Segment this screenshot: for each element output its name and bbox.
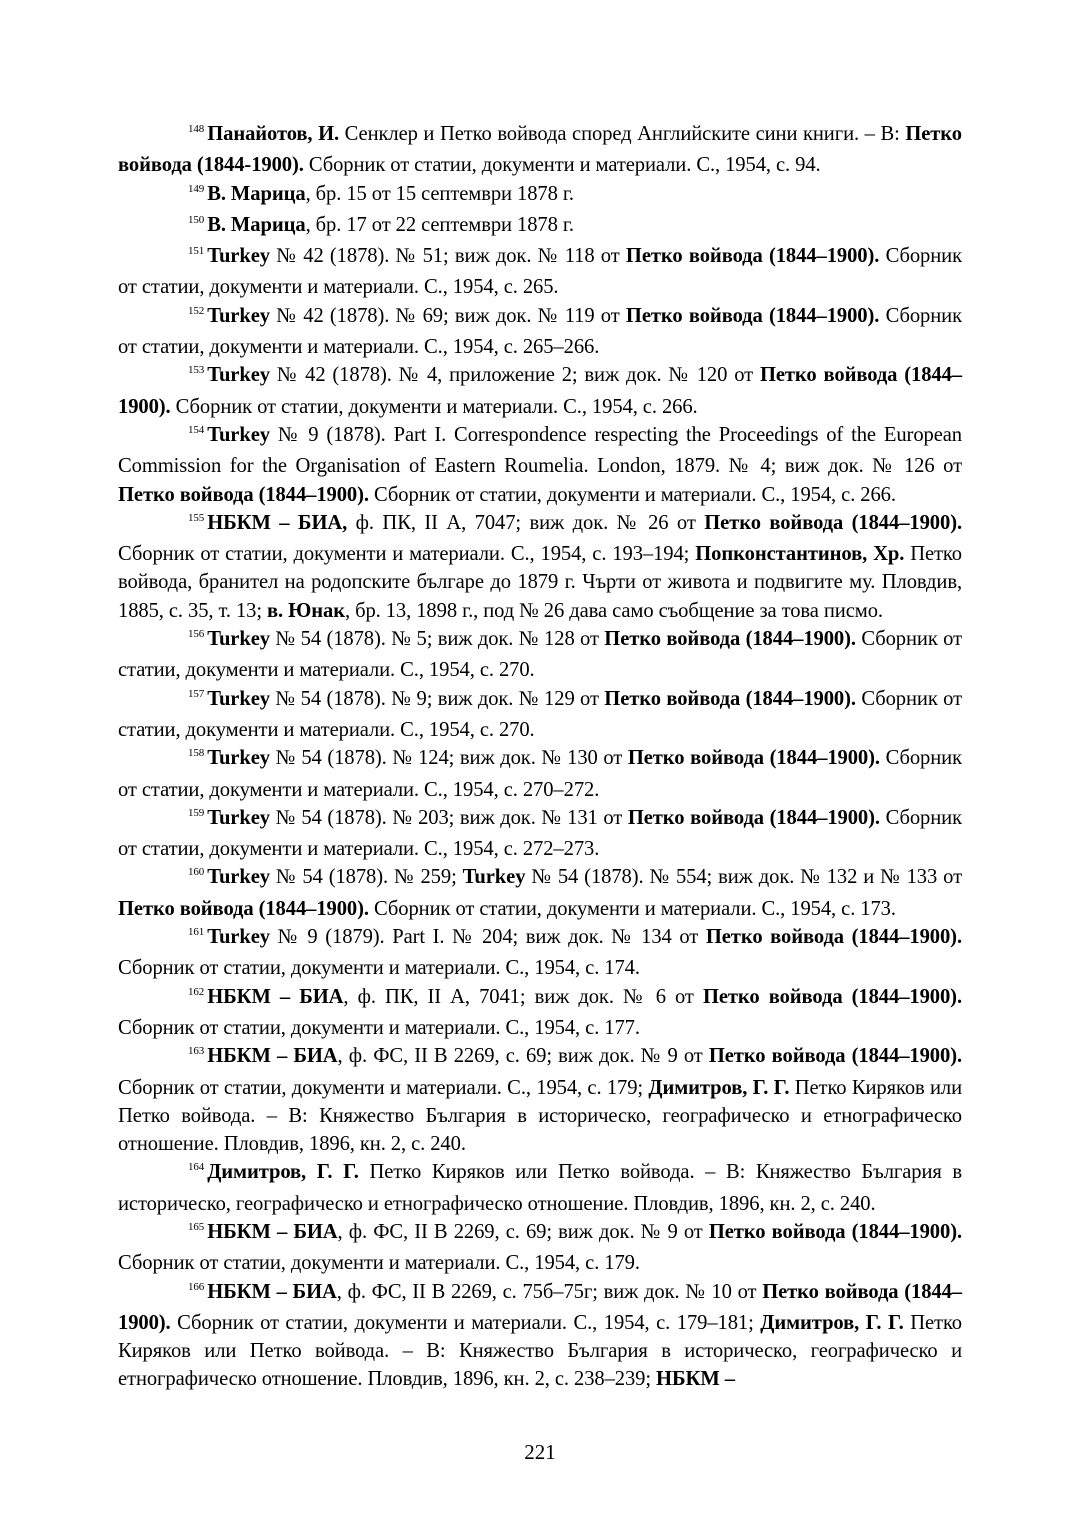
footnote-text: Петко Киряков или Петко войвода. – В: Княжество България в историческо, географическо и етнографическо отношение. Пловдив, 1896, кн. 2, с. 240. xyxy=(118,1076,962,1156)
footnote xyxy=(118,421,962,509)
footnote-bold-text: Петко войвода (1844–1900). xyxy=(118,364,962,418)
footnote xyxy=(118,625,962,685)
footnote xyxy=(118,120,962,180)
footnote-bold-text: Turkey xyxy=(207,747,270,770)
footnote-text: № 9 (1878). Part I. Correspondence respecting the Proceedings of the European Commission for the Organisation of Eastern Roumelia. London, 1879. № 4; виж док. № 126 от xyxy=(118,423,962,478)
footnote-text: № 42 (1878). № 51; виж док. № 118 от xyxy=(269,245,626,268)
footnote-bold-text: Turkey xyxy=(207,687,270,710)
footnote-list xyxy=(118,120,962,1394)
footnote-bold-text: Turkey xyxy=(207,304,270,327)
footnote-text: Сборник от статии, документи и материали. С., 1954, с. 179–181; xyxy=(170,1311,761,1334)
footnote-text: № 9 (1879). Part I. № 204; виж док. № 134 от xyxy=(269,926,706,949)
footnote-number: 150 xyxy=(188,213,205,226)
footnote xyxy=(118,1158,962,1218)
footnote-bold-text: Петко войвода (1844–1900). xyxy=(704,511,962,534)
footnote-text: № 42 (1878). № 4, приложение 2; виж док. № 120 от xyxy=(269,364,760,387)
footnote-number: 165 xyxy=(188,1220,205,1233)
footnote-number: 164 xyxy=(188,1161,205,1174)
footnote-bold-text: Turkey xyxy=(207,245,270,268)
footnote-bold-text: Turkey xyxy=(207,628,270,651)
footnote-text: Сборник от статии, документи и материали. С., 1954, с. 177. xyxy=(118,1016,640,1039)
footnote-number: 161 xyxy=(188,926,205,939)
footnote-bold-text: Петко войвода (1844–1900). xyxy=(702,985,962,1008)
footnote xyxy=(118,509,962,625)
footnote-text: № 54 (1878). № 203; виж док. № 131 от xyxy=(269,806,628,829)
footnote-bold-text: Петко войвода (1844–1900). xyxy=(604,628,856,651)
footnote-bold-text: НБКМ – БИА xyxy=(207,1280,337,1303)
footnote-text: , бр. 15 от 15 септември 1878 г. xyxy=(305,182,574,205)
footnote xyxy=(118,983,962,1043)
footnote-text: Сборник от статии, документи и материали. С., 1954, с. 174. xyxy=(118,957,640,980)
footnote-text: Петко войвода, бранител на родопските българе до 1879 г. Чърти от живота и подвигите му. Пловдив, 1885, с. 35, т. 13; xyxy=(118,543,962,622)
footnote-bold-text: Петко войвода (1844–1900). xyxy=(118,1280,962,1334)
footnote-number: 148 xyxy=(188,123,205,135)
footnote-number: 163 xyxy=(188,1045,205,1058)
footnote-text: , ф. ФС, II В 2269, с. 69; виж док. № 9 от xyxy=(337,1045,709,1068)
footnote-text: Сборник от статии, документи и материали. С., 1954, с. 265–266. xyxy=(118,304,962,359)
footnote-text: ф. ПК, II А, 7047; виж док. № 26 от xyxy=(347,511,705,534)
footnote-bold-text: Петко войвода (1844–1900). xyxy=(627,747,880,770)
footnote-text: № 54 (1878). № 554; виж док. № 132 и № 133 от xyxy=(525,866,962,889)
footnote-text: Сборник от статии, документи и материали. С., 1954, с. 270–272. xyxy=(118,747,962,801)
footnote-text: № 54 (1878). № 259; xyxy=(269,866,463,889)
footnote-number: 159 xyxy=(188,806,205,819)
footnote-text: Сборник от статии, документи и материали. С., 1954, с. 265. xyxy=(118,245,962,299)
footnote-bold-text: Петко войвода (1844–1900). xyxy=(625,304,880,327)
footnote-bold-text: Петко войвода (1844–1900). xyxy=(708,1045,962,1068)
footnote-bold-text: Turkey xyxy=(207,866,270,889)
footnote-text: Сборник от статии, документи и материали. С., 1954, с. 270. xyxy=(118,687,962,741)
footnote-text: Петко Киряков или Петко войвода. – В: Княжество България в историческо, географическо и етнографическо отношение. Пловдив, 1896, кн. 2, с. 238–239; xyxy=(118,1311,962,1391)
footnote-bold-text: Петко войвода (1844–1900). xyxy=(705,926,962,949)
footnote xyxy=(118,1042,962,1158)
footnote-bold-text: Димитров, Г. Г. xyxy=(207,1161,359,1184)
footnote-text: Сборник от статии, документи и материали. С., 1954, с. 179; xyxy=(118,1076,649,1099)
footnote-bold-text: Петко войвода (1844–1900). xyxy=(708,1220,962,1243)
footnote-text: Сборник от статии, документи и материали. С., 1954, с. 266. xyxy=(170,395,698,418)
footnote-text: № 42 (1878). № 69; виж док. № 119 от xyxy=(269,304,626,327)
footnote-bold-text: Димитров, Г. Г. xyxy=(760,1311,904,1334)
footnote xyxy=(118,923,962,983)
footnote-number: 156 xyxy=(188,628,205,641)
footnote xyxy=(118,361,962,421)
footnote xyxy=(118,1278,962,1394)
footnote-number: 158 xyxy=(188,747,205,760)
footnote-text: Сенклер и Петко войвода според Английските сини книги. – В: xyxy=(339,123,906,145)
footnote-text: , ф. ПК, II А, 7041; виж док. № 6 от xyxy=(343,985,703,1008)
footnote-bold-text: НБКМ – БИА xyxy=(207,1045,338,1068)
footnote-bold-text: Димитров, Г. Г. xyxy=(648,1076,790,1099)
footnote-text: № 54 (1878). № 124; виж док. № 130 от xyxy=(269,747,628,770)
footnote-number: 152 xyxy=(188,304,205,317)
footnote-number: 157 xyxy=(188,687,205,700)
footnotes-block xyxy=(118,120,962,1394)
footnote xyxy=(118,242,962,302)
footnote-bold-text: Turkey xyxy=(462,866,526,889)
footnote xyxy=(118,211,962,242)
footnote-bold-text: в. Юнак xyxy=(267,599,345,622)
footnote xyxy=(118,804,962,864)
footnote xyxy=(118,1218,962,1278)
footnote-bold-text: В. Марица xyxy=(207,213,306,236)
footnote-text: Петко Киряков или Петко войвода. – В: Княжество България в историческо, географическо и етнографическо отношение. Пловдив, 1896, кн. 2, с. 240. xyxy=(118,1161,963,1215)
footnote xyxy=(118,744,962,804)
footnote-text: , бр. 13, 1898 г., под № 26 дава само съобщение за това писмо. xyxy=(344,599,883,622)
footnote-text: , бр. 17 от 22 септември 1878 г. xyxy=(305,213,574,236)
footnote-bold-text: Turkey xyxy=(207,926,270,949)
footnote-bold-text: НБКМ – БИА xyxy=(207,985,344,1008)
footnote-bold-text: Попконстантинов, Хр. xyxy=(695,543,905,566)
footnote-text: Сборник от статии, документи и материали. С., 1954, с. 193–194; xyxy=(118,543,696,566)
footnote xyxy=(118,302,962,362)
footnote-text: Сборник от статии, документи и материали. С., 1954, с. 94. xyxy=(303,154,821,177)
footnote-number: 162 xyxy=(188,985,205,998)
footnote-bold-text: Turkey xyxy=(207,364,270,387)
footnote-number: 149 xyxy=(188,182,205,195)
footnote xyxy=(118,863,962,923)
footnote xyxy=(118,685,962,745)
footnote-bold-text: НБКМ – xyxy=(656,1368,735,1391)
footnote-text: Сборник от статии, документи и материали. С., 1954, с. 266. xyxy=(368,483,896,506)
footnote-bold-text: Петко войвода (1844-1900). xyxy=(118,123,962,177)
footnote-bold-text: Петко войвода (1844–1900). xyxy=(118,897,369,920)
footnote-bold-text: Петко войвода (1844–1900). xyxy=(118,483,369,506)
footnote-number: 151 xyxy=(188,245,205,258)
footnote-text: Сборник от статии, документи и материали. С., 1954, с. 272–273. xyxy=(118,806,962,861)
footnote-text: Сборник от статии, документи и материали. С., 1954, с. 173. xyxy=(368,897,896,920)
footnote-bold-text: Turkey xyxy=(207,806,270,829)
page-number: 221 xyxy=(524,1440,556,1464)
footnote-bold-text: Панайотов, И. xyxy=(207,123,340,145)
footnote-bold-text: Turkey xyxy=(207,423,270,446)
footnote-bold-text: НБКМ – БИА, xyxy=(207,511,348,534)
footnote-bold-text: НБКМ – БИА xyxy=(207,1220,338,1243)
footnote-number: 155 xyxy=(188,511,205,524)
footnote-text: Сборник от статии, документи и материали. С., 1954, с. 179. xyxy=(118,1252,640,1275)
footnote-number: 154 xyxy=(188,423,205,436)
footnote-number: 153 xyxy=(188,364,205,377)
footnote-bold-text: Петко войвода (1844–1900). xyxy=(627,806,880,829)
footnote-number: 166 xyxy=(188,1280,205,1293)
footnote xyxy=(118,180,962,211)
footnote-text: Сборник от статии, документи и материали. С., 1954, с. 270. xyxy=(118,628,962,682)
footnote-bold-text: Петко войвода (1844–1900). xyxy=(625,245,880,268)
footnote-text: № 54 (1878). № 9; виж док. № 129 от xyxy=(269,687,605,710)
footnote-text: № 54 (1878). № 5; виж док. № 128 от xyxy=(269,628,605,651)
footnote-number: 160 xyxy=(188,866,205,879)
footnote-text: , ф. ФС, II В 2269, с. 75б–75г; виж док. № 10 от xyxy=(336,1280,763,1303)
footnote-bold-text: Петко войвода (1844–1900). xyxy=(604,687,856,710)
footnote-text: , ф. ФС, II В 2269, с. 69; виж док. № 9 от xyxy=(337,1220,709,1243)
footnote-bold-text: В. Марица xyxy=(207,182,306,205)
